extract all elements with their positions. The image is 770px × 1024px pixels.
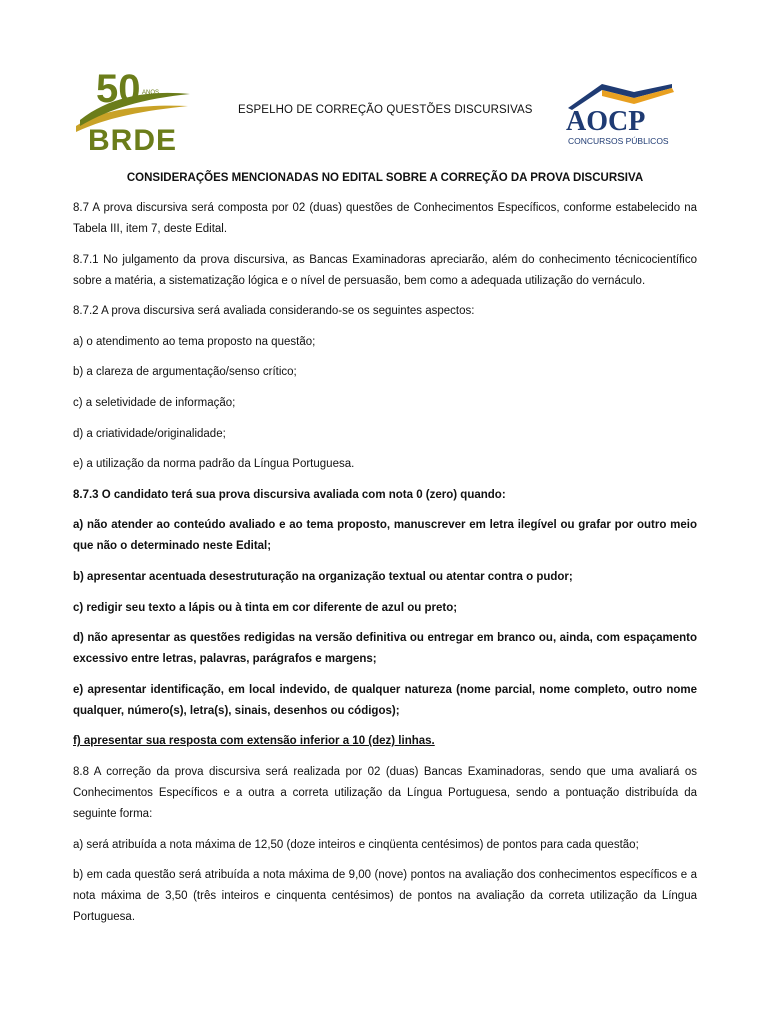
list-item: b) apresentar acentuada desestruturação na organização textual ou atentar contra o pudor; bbox=[73, 570, 573, 583]
list-item: d) não apresentar as questões redigidas na versão definitiva ou entregar em branco ou, ainda, com espaçamento excessivo entre letras, palavras, parágrafos e margens; bbox=[73, 632, 697, 666]
svg-text:AOCP: AOCP bbox=[566, 106, 646, 137]
svg-text:ANOS: ANOS bbox=[142, 90, 160, 96]
list-item: a) será atribuída a nota máxima de 12,50 (doze inteiros e cinqüenta centésimos) de pontos para cada questão; bbox=[73, 838, 639, 851]
list-item: e) a utilização da norma padrão da Língua Portuguesa. bbox=[73, 458, 355, 471]
paragraph-8-7: 8.7 A prova discursiva será composta por 02 (duas) questões de Conhecimentos Específicos, conforme estabelecido na Tabela III, item 7, deste Edital. bbox=[73, 202, 697, 235]
document-body bbox=[73, 172, 697, 938]
underlined-text: f) apresentar sua resposta com extensão inferior a 10 (dez) linhas. bbox=[73, 735, 435, 748]
paragraph-8-8: 8.8 A correção da prova discursiva será realizada por 02 (duas) Bancas Examinadoras, sendo que uma avaliará os Conhecimentos Específicos e a outra a correta utilização da Língua Portuguesa, sendo a pontuação distribuída da seguinte forma: bbox=[73, 765, 697, 820]
list-item: b) em cada questão será atribuída a nota máxima de 9,00 (nove) pontos na avaliação dos conhecimentos específicos e a nota máxima de 3,50 (três inteiros e cinquenta centésimos) de pontos na avaliação da correta utilização da Língua Portuguesa. bbox=[73, 869, 697, 924]
list-item: b) a clareza de argumentação/senso crítico; bbox=[73, 366, 297, 379]
list-item: a) não atender ao conteúdo avaliado e ao tema proposto, manuscrever em letra ilegível ou grafar por outro meio que não o determinado neste Edital; bbox=[73, 519, 697, 553]
aocp-logo bbox=[562, 78, 680, 150]
list-item: a) o atendimento ao tema proposto na questão; bbox=[73, 335, 316, 348]
paragraph-8-7-2: 8.7.2 A prova discursiva será avaliada considerando-se os seguintes aspectos: bbox=[73, 305, 475, 318]
section-title: CONSIDERAÇÕES MENCIONADAS NO EDITAL SOBRE A CORREÇÃO DA PROVA DISCURSIVA bbox=[126, 172, 644, 184]
list-item: d) a criatividade/originalidade; bbox=[73, 427, 226, 440]
list-item: c) redigir seu texto a lápis ou à tinta em cor diferente de azul ou preto; bbox=[73, 601, 458, 614]
svg-text:BRDE: BRDE bbox=[88, 124, 178, 154]
document-title: ESPELHO DE CORREÇÃO QUESTÕES DISCURSIVAS bbox=[238, 104, 533, 116]
page-header bbox=[0, 60, 770, 160]
paragraph-8-7-3: 8.7.3 O candidato terá sua prova discursiva avaliada com nota 0 (zero) quando: bbox=[73, 488, 506, 501]
svg-text:50: 50 bbox=[96, 67, 141, 111]
list-item: e) apresentar identificação, em local indevido, de qualquer natureza (nome parcial, nome completo, outro nome qualquer, número(s), letra(s), sinais, desenhos ou códigos); bbox=[73, 683, 697, 717]
paragraph-8-7-1: 8.7.1 No julgamento da prova discursiva, as Bancas Examinadoras apreciarão, além do conhecimento técnicocientífico sobre a matéria, a sistematização lógica e o nível de persuasão, bem como a adequada utilização do vernáculo. bbox=[73, 253, 697, 287]
svg-text:CONCURSOS PÚBLICOS: CONCURSOS PÚBLICOS bbox=[568, 136, 669, 146]
brde-50-anos-logo bbox=[70, 66, 195, 154]
list-item bbox=[73, 731, 697, 752]
list-item: c) a seletividade de informação; bbox=[73, 396, 236, 409]
